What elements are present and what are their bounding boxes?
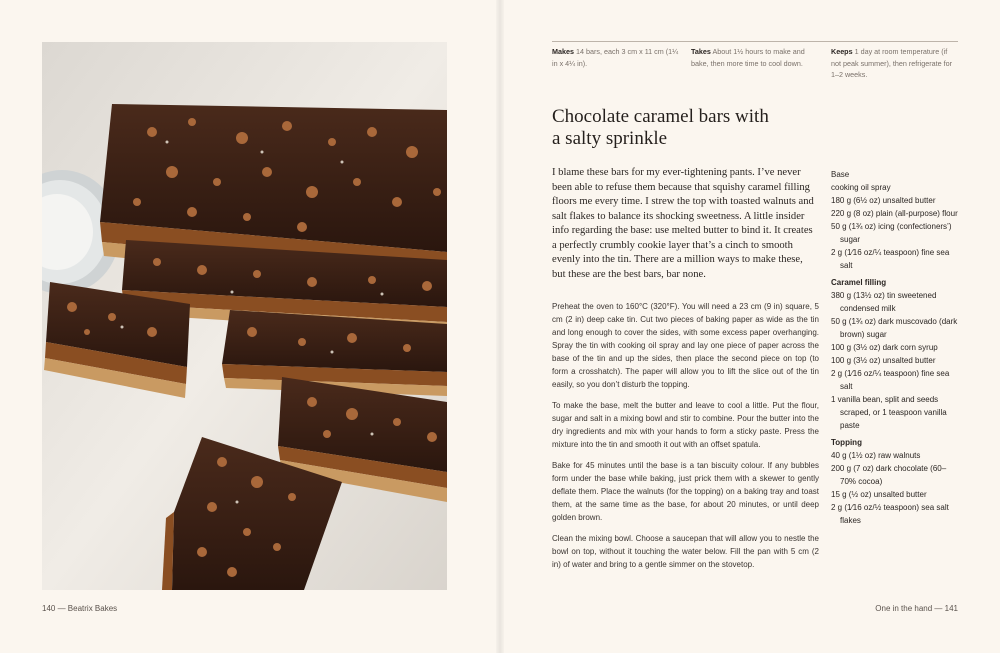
- recipe-title-line2: a salty sprinkle: [552, 128, 668, 149]
- method-steps: [552, 300, 819, 579]
- page-gutter: [496, 0, 504, 653]
- info-takes-text: About 1½ hours to make and bake, then more time to cool down.: [691, 47, 805, 68]
- ingredient-item: 100 g (3½ oz) dark corn syrup: [831, 343, 938, 352]
- recipe-title-line1: Chocolate caramel bars with: [552, 106, 769, 127]
- ingredients-caramel-heading: Caramel filling: [831, 278, 887, 287]
- ingredient-item: 380 g (13½ oz) tin sweetened condensed milk: [831, 291, 937, 313]
- ingredient-item: 100 g (3½ oz) unsalted butter: [831, 356, 936, 365]
- ingredients-caramel: [831, 276, 961, 432]
- info-takes: [691, 46, 819, 69]
- method-step-3: Bake for 45 minutes until the base is a tan biscuity colour. If any bubbles form under the base while baking, just prick them with a skewer to gently deflate them. Place the walnuts (for the topping) on a baking tray and toast them, at the same time as the base, for about 20 minutes, or until deep golden brown.: [552, 461, 819, 522]
- ingredients-topping-heading: Topping: [831, 438, 862, 447]
- recipe-intro: I blame these bars for my ever-tightening pants. I’ve never been able to refuse them because that squishy caramel filling floors me every time. I strew the top with toasted walnuts and salt flakes to balance its shocking sweetness. A little insider info regarding the base: use melted butter to bind it. It creates a perfectly crumbly cookie layer that’s a cinch to smooth evenly into the tin. There are a million ways to make these, but these are the best bars, bar none.: [552, 167, 814, 280]
- folio-left: 140 — Beatrix Bakes: [42, 604, 118, 613]
- ingredient-item: 50 g (1¾ oz) dark muscovado (dark brown) sugar: [831, 317, 958, 339]
- info-makes-label: Makes: [552, 47, 574, 56]
- info-keeps: [831, 46, 959, 81]
- ingredient-item: 2 g (1⁄16 oz/¼ teaspoon) fine sea salt: [831, 248, 950, 270]
- ingredients-base-heading: Base: [831, 170, 850, 179]
- info-keeps-label: Keeps: [831, 47, 853, 56]
- folio-right: One in the hand — 141: [875, 604, 958, 613]
- ingredient-item: 50 g (1¾ oz) icing (confectioners’) sugar: [831, 222, 952, 244]
- ingredient-item: 40 g (1½ oz) raw walnuts: [831, 451, 921, 460]
- ingredient-item: 1 vanilla bean, split and seeds scraped, or 1 teaspoon vanilla paste: [831, 395, 947, 430]
- info-makes-text: 14 bars, each 3 cm x 11 cm (1¼ in x 4¼ in).: [552, 47, 679, 68]
- method-step-1: Preheat the oven to 160°C (320°F). You will need a 23 cm (9 in) square, 5 cm (2 in) deep cake tin. Cut two pieces of baking paper as wide as the tin and long enough to cover the sides, with some excess paper overhanging. Spray the tin with cooking oil spray and lay one piece of paper across the base of the tin and up the sides, then place the second piece on top (to form a crosshatch). The paper will allow you to lift the slice out of the tin easily, so you don’t disturb the topping.: [552, 302, 819, 389]
- chocolate-bars-illustration: [42, 42, 447, 590]
- recipe-title: [552, 106, 812, 150]
- recipe-photo: [42, 42, 447, 590]
- ingredient-item: 2 g (1⁄16 oz/¼ teaspoon) fine sea salt: [831, 369, 950, 391]
- info-divider: [552, 41, 958, 42]
- ingredient-item: cooking oil spray: [831, 183, 891, 192]
- ingredient-item: 15 g (½ oz) unsalted butter: [831, 490, 927, 499]
- ingredients-base: [831, 168, 961, 272]
- info-keeps-text: 1 day at room temperature (if not peak summer), then refrigerate for 1–2 weeks.: [831, 47, 953, 79]
- method-step-2: To make the base, melt the butter and leave to cool a little. Put the flour, sugar and salt in a mixing bowl and stir to combine. Pour the butter into the dry ingredients and mix with your hands to form a sticky paste. Press the mixture into the tin and smooth it out with an offset spatula.: [552, 401, 819, 449]
- ingredient-item: 2 g (1⁄16 oz/½ teaspoon) sea salt flakes: [831, 503, 949, 525]
- ingredient-item: 200 g (7 oz) dark chocolate (60–70% cocoa): [831, 464, 947, 486]
- ingredients-list: [831, 168, 961, 531]
- info-takes-label: Takes: [691, 47, 711, 56]
- method-step-4: Clean the mixing bowl. Choose a saucepan that will allow you to nestle the bowl on top, without it touching the water below. Fill the pan with 5 cm (2 in) of water and bring to a gentle simmer on the stovetop.: [552, 534, 819, 569]
- info-makes: [552, 46, 680, 69]
- ingredient-item: 180 g (6½ oz) unsalted butter: [831, 196, 936, 205]
- ingredients-topping: [831, 436, 961, 527]
- ingredient-item: 220 g (8 oz) plain (all-purpose) flour: [831, 209, 958, 218]
